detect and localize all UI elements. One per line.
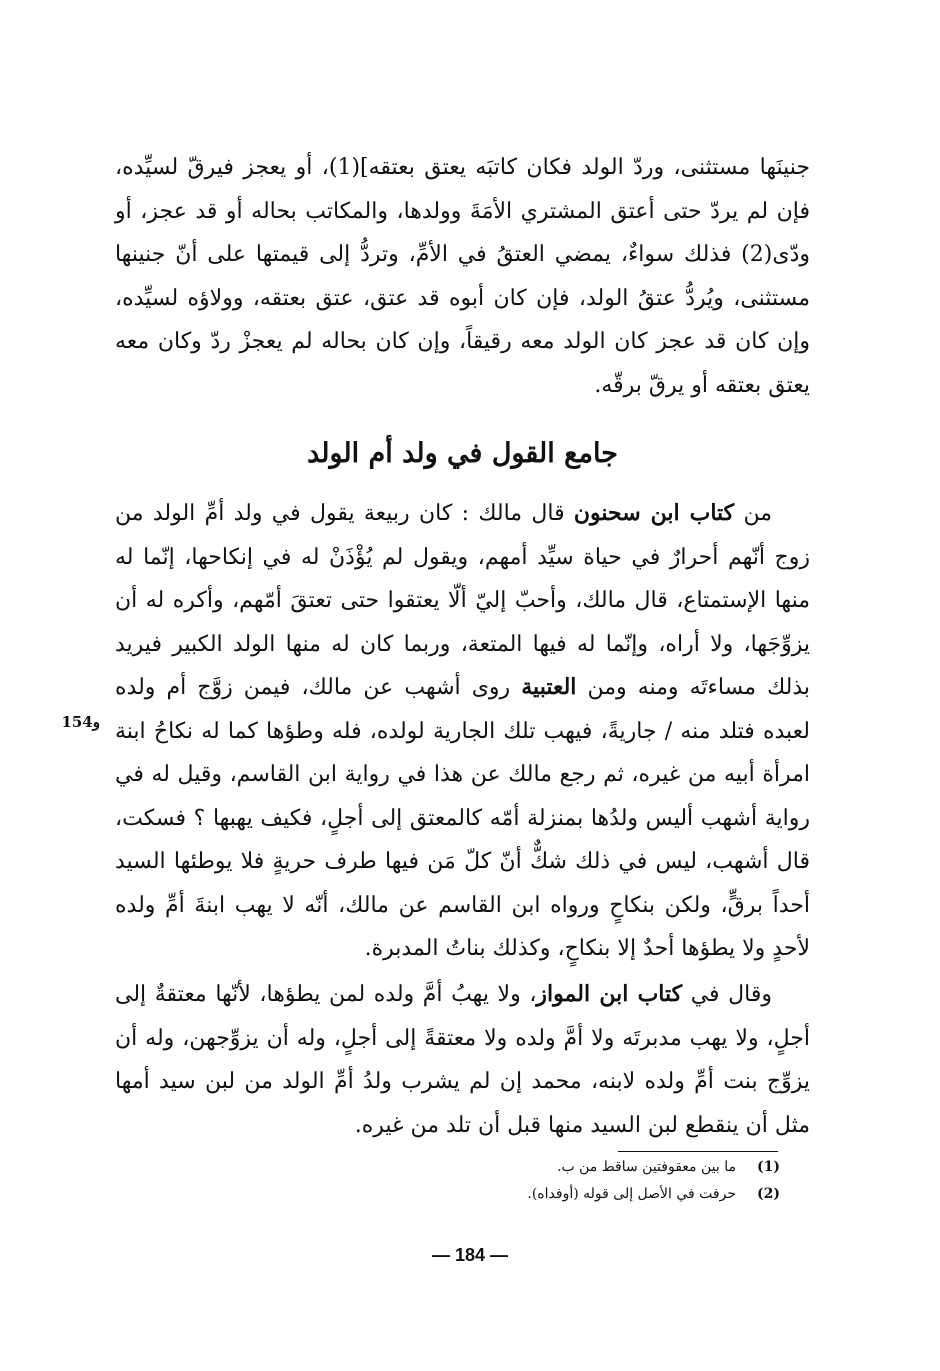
text-segment: من xyxy=(734,501,772,526)
body-paragraph-continuation xyxy=(115,146,810,407)
book-title-utbiyya: العتبية xyxy=(521,674,577,700)
text-segment: قال مالك : كان ربيعة يقول في ولد أمِّ الولد من زوج أنّهم أحرارٌ في حياة سيِّد أمهم، ويقول لم يُؤْذَنْ له في إنكاحها، إنّما له منها الإستمتاع، قال مالك، وأحبّ إليّ ألّا يعتقوا حتى تعتقَ أمّهم، وأكره له أن يزوِّجَها، ولا أراه، وإنّما له فيها المتعة، وربما كان له منها الولد الكبير فيريد بذلك مساءتَه ومنه ومن xyxy=(115,501,810,700)
section-heading: جامع القول في ولد أم الولد xyxy=(307,438,618,469)
footnote-number: (2) xyxy=(757,1186,780,1202)
body-paragraph-third xyxy=(115,973,810,1147)
footnotes xyxy=(115,1154,780,1208)
body-paragraph-main xyxy=(115,492,810,971)
paragraph-text xyxy=(115,492,810,971)
footnote-number: (1) xyxy=(757,1159,780,1175)
footnote-divider xyxy=(618,1151,778,1152)
footnote-1 xyxy=(115,1154,780,1181)
book-title-ibn-sahnun: كتاب ابن سحنون xyxy=(573,500,735,526)
footnote-text: حرفت في الأصل إلى قوله (أوفداه). xyxy=(527,1186,736,1202)
text-segment: روى أشهب عن مالك، فيمن زوَّج أم ولده لعبده فتلد منه / جاريةً، فيهب تلك الجارية لولده، فله وطؤها كما له نكاحُ ابنة امرأة أبيه من غيره، ثم رجع مالك عن هذا في رواية ابن القاسم، وقيل له في رواية أشهب أليس ولدُها بمنزلة أمّه كالمعتق إلى أجلٍ، فكيف يهبها ؟ فسكت، قال أشهب، ليس في ذلك شكٌّ أنّ كلّ مَن فيها طرف حريةٍ فلا يوطئها السيد أحداً برقٍّ، ولكن بنكاحٍ ورواه ابن القاسم عن مالك، أنّه لا يهب ابنةَ أمِّ ولده لأحدٍ ولا يطؤها أحدٌ إلا بنكاحٍ، وكذلك بناتُ المدبرة. xyxy=(115,675,810,961)
paragraph-text xyxy=(115,973,810,1147)
footnote-text: ما بين معقوفتين ساقط من ب. xyxy=(557,1159,736,1175)
paragraph-text: جنينَها مستثنى، وردّ الولد فكان كاتبَه يعتق بعتقه](1)، أو يعجز فيرقّ لسيِّده، فإن لم يردّ حتى أعتق المشتري الأمَةَ وولدها، والمكاتب بحاله أو قد عجز، أو ودّى(2) فذلك سواءٌ، يمضي العتقُ في الأمِّ، وتردُّ إلى قيمتها على أنّ جنينها مستثنى، ويُردُّ عتقُ الولد، فإن كان أبوه قد عتق، عتق بعتقه، وولاؤه لسيِّده، وإن كان قد عجز كان الولد معه رقيقاً، وإن كان بحاله لم يعجزْ ردّ وكان معه يعتق بعتقه أو يرقّ برقّه. xyxy=(115,155,810,398)
book-title-ibn-al-mawwaz: كتاب ابن المواز xyxy=(536,981,683,1007)
text-segment: ، ولا يهبُ أمَّ ولده لمن يطؤها، لأنّها معتقةٌ إلى أجلٍ، ولا يهب مدبرتَه ولا أمَّ ولده ولا معتقةً إلى أجلٍ، وله أن يزوِّجهن، وله أن يزوِّج بنت أمِّ ولده لابنه، محمد إن لم يشرب ولدُ أمِّ الولد من لبن سيد أمها مثل أن ينقطع لبن السيد منها قبل أن تلد من غيره. xyxy=(115,982,811,1138)
text-segment: وقال في xyxy=(682,982,772,1007)
footnote-2 xyxy=(115,1181,780,1208)
folio-margin-note: 154و xyxy=(61,713,100,731)
page-number: — 184 — xyxy=(431,1245,509,1265)
